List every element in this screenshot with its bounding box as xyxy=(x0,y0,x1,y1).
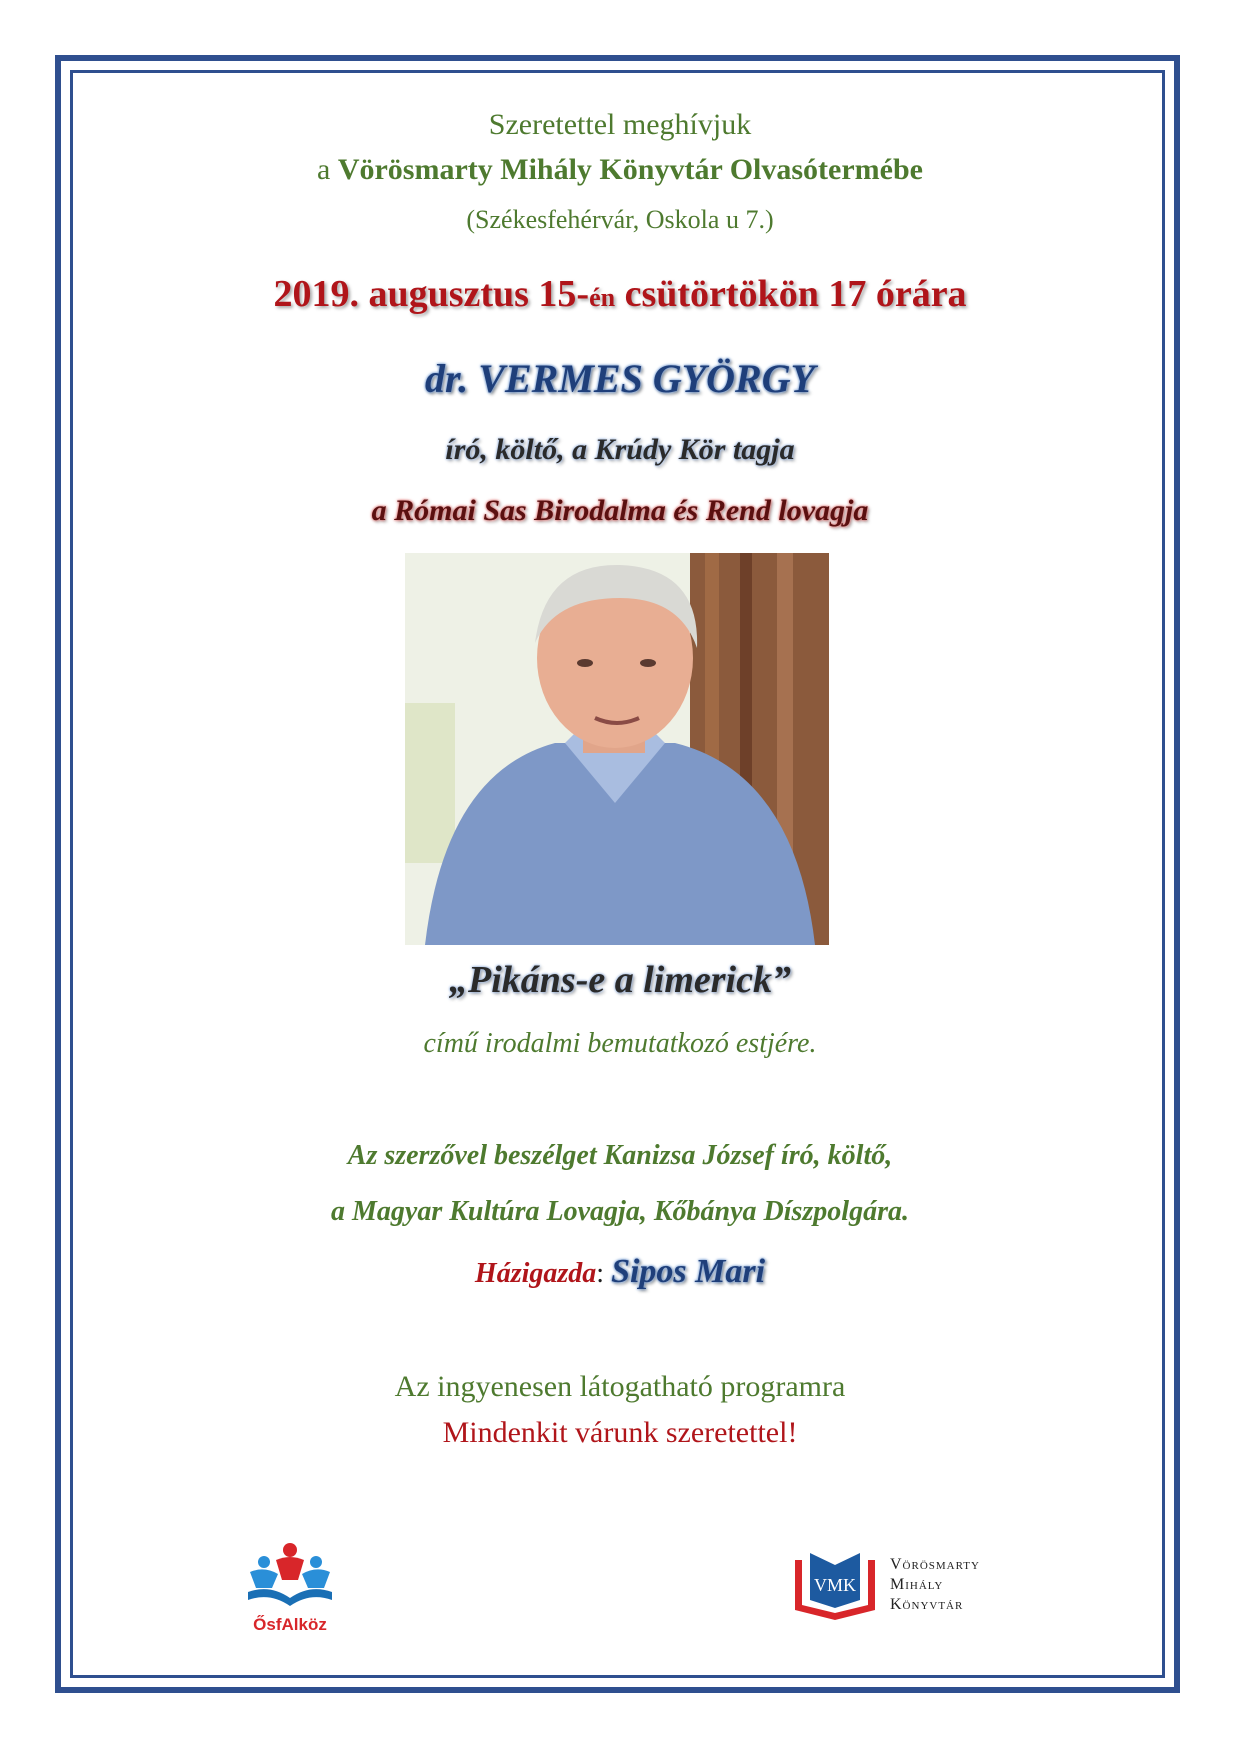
invite-line-2 xyxy=(0,153,1240,187)
address: (Székesfehérvár, Oskola u 7.) xyxy=(466,205,774,234)
host-name: Sipos Mari xyxy=(611,1253,766,1290)
talk-subtitle: című irodalmi bemutatkozó estjére. xyxy=(423,1028,817,1059)
vmk-line-2: Mihály xyxy=(890,1576,944,1593)
osfalkoz-logo-text: ŐsfAlköz xyxy=(253,1615,327,1634)
invite-line-2-prefix: a xyxy=(316,153,338,186)
host-colon: : xyxy=(596,1258,612,1289)
speaker-role-1: író, költő, a Krúdy Kör tagja xyxy=(445,433,795,466)
speaker-name: dr. VERMES GYÖRGY xyxy=(424,356,816,401)
portrait-illustration xyxy=(405,553,829,945)
event-date xyxy=(0,272,1240,316)
vmk-mark-text: VMK xyxy=(813,1575,857,1595)
vmk-book-icon xyxy=(790,1545,880,1625)
talk-title: „Pikáns-e a limerick” xyxy=(449,959,791,1001)
speaker-role-2: a Római Sas Birodalma és Rend lovagja xyxy=(371,494,869,527)
closing-line-2: Mindenkit várunk szeretettel! xyxy=(442,1416,798,1449)
host-label: Házigazda xyxy=(474,1258,597,1289)
speaker-photo xyxy=(405,553,829,945)
vmk-line-3: Könyvtár xyxy=(890,1596,964,1613)
date-part-2: én xyxy=(589,283,616,312)
osfalkoz-logo-icon xyxy=(240,1540,340,1635)
osfalkoz-logo xyxy=(240,1540,340,1635)
date-part-1: 2019. augusztus 15- xyxy=(273,273,590,315)
host-line-3 xyxy=(0,1253,1240,1291)
host-line-1: Az szerzővel beszélget Kanizsa József író, költő, xyxy=(347,1140,893,1171)
vmk-name xyxy=(890,1555,980,1615)
vmk-line-1: Vörösmarty xyxy=(890,1556,980,1573)
closing-line-1: Az ingyenesen látogatható programra xyxy=(394,1370,846,1403)
library-name: Vörösmarty Mihály Könyvtár Olvasótermébe xyxy=(337,153,923,186)
date-part-3: csütörtökön 17 órára xyxy=(615,273,967,315)
vmk-logo xyxy=(790,1545,1030,1625)
invite-line-1: Szeretettel meghívjuk xyxy=(488,108,752,141)
host-line-2: a Magyar Kultúra Lovagja, Kőbánya Díszpolgára. xyxy=(331,1196,909,1227)
